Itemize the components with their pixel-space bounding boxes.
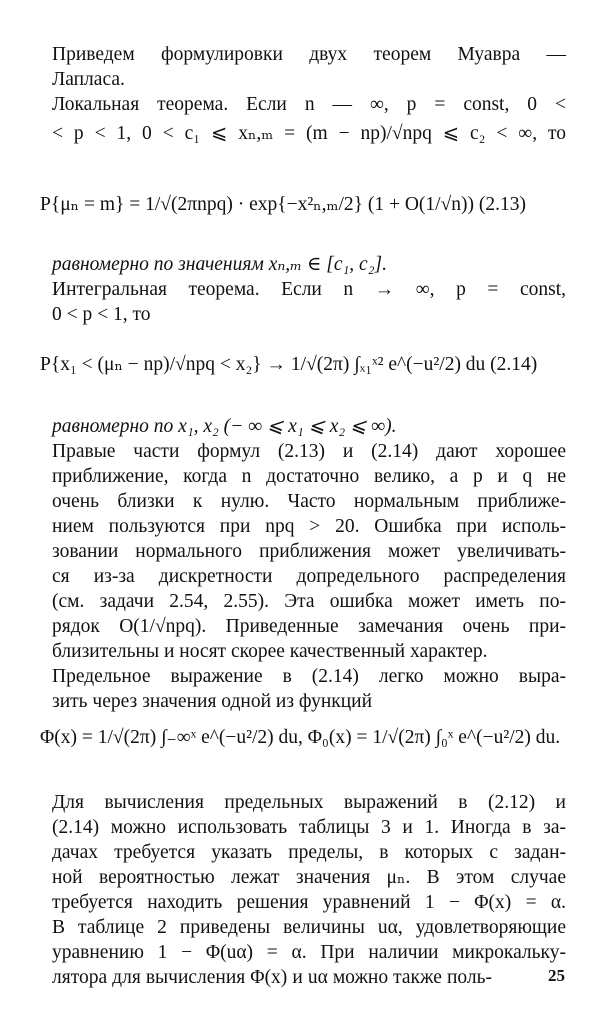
text-line: уравнению 1 − Φ(uα) = α. При наличии микрокальку- (52, 942, 566, 963)
text-line: ся из-за дискретности допредельного распределения (52, 566, 566, 587)
text-line: Приведем формулировки двух теорем Муавра — (52, 44, 566, 65)
text-line: очень близки к нулю. Часто нормальным приближе- (52, 491, 566, 512)
text-line: зить через значения одной из функций (52, 691, 373, 712)
text-line: 0 < p < 1, то (52, 304, 151, 325)
text-line: (см. задачи 2.54, 2.55). Эта ошибка может иметь по- (52, 591, 566, 612)
formula-2-14: P{x₁ < (μₙ − np)/√npq < x₂} → 1/√(2π) ∫ₓ₁ˣ² e^(−u²/2) du (2.14) (40, 354, 538, 375)
text-line: Для вычисления предельных выражений в (2.12) и (52, 792, 566, 813)
text-line: ной вероятностью лежат значения μₙ. В этом случае (52, 867, 566, 888)
page-number: 25 (548, 966, 565, 985)
text-line: лятора для вычисления Φ(x) и uα можно также поль- (52, 967, 492, 988)
text-line: Локальная теорема. Если n — ∞, p = const, 0 < (52, 94, 566, 115)
text-line: рядок O(1/√npq). Приведенные замечания очень при- (52, 616, 566, 637)
text-line: Правые части формул (2.13) и (2.14) дают хорошее (52, 441, 566, 462)
formula-2-13: P{μₙ = m} = 1/√(2πnpq) · exp{−x²ₙ,ₘ/2} (1 + O(1/√n)) (2.13) (40, 194, 527, 215)
text-line: Лапласа. (52, 69, 125, 90)
text-line: Предельное выражение в (2.14) легко можно выра- (52, 666, 566, 687)
text-line: < p < 1, 0 < c₁ ⩽ xₙ,ₘ = (m − np)/√npq ⩽ c₂ < ∞, то (52, 123, 566, 144)
text-line: дачах требуется указать пределы, в которых с задан- (52, 842, 566, 863)
text-line: Интегральная теорема. Если n → ∞, p = const, (52, 279, 566, 300)
text-line: приближение, когда n достаточно велико, а p и q не (52, 466, 566, 487)
text-line: зовании нормального приближения может увеличивать- (52, 541, 566, 562)
text-line: В таблице 2 приведены величины uα, удовлетворяющие (52, 917, 566, 938)
text-line: (2.14) можно использовать таблицы 3 и 1. Иногда в за- (52, 817, 566, 838)
text-line: нием пользуются при npq > 20. Ошибка при исполь- (52, 516, 566, 537)
text-line: равномерно по x₁, x₂ (− ∞ ⩽ x₁ ⩽ x₂ ⩽ ∞). (52, 416, 397, 437)
text-line: близительны и носят скорее качественный характер. (52, 641, 488, 662)
formula-phi: Φ(x) = 1/√(2π) ∫₋∞ˣ e^(−u²/2) du, Φ₀(x) = 1/√(2π) ∫₀ˣ e^(−u²/2) du. (40, 727, 561, 748)
text-line: равномерно по значениям xₙ,ₘ ∈ [c₁, c₂]. (52, 254, 387, 275)
text-line: требуется находить решения уравнений 1 − Φ(x) = α. (52, 892, 566, 913)
